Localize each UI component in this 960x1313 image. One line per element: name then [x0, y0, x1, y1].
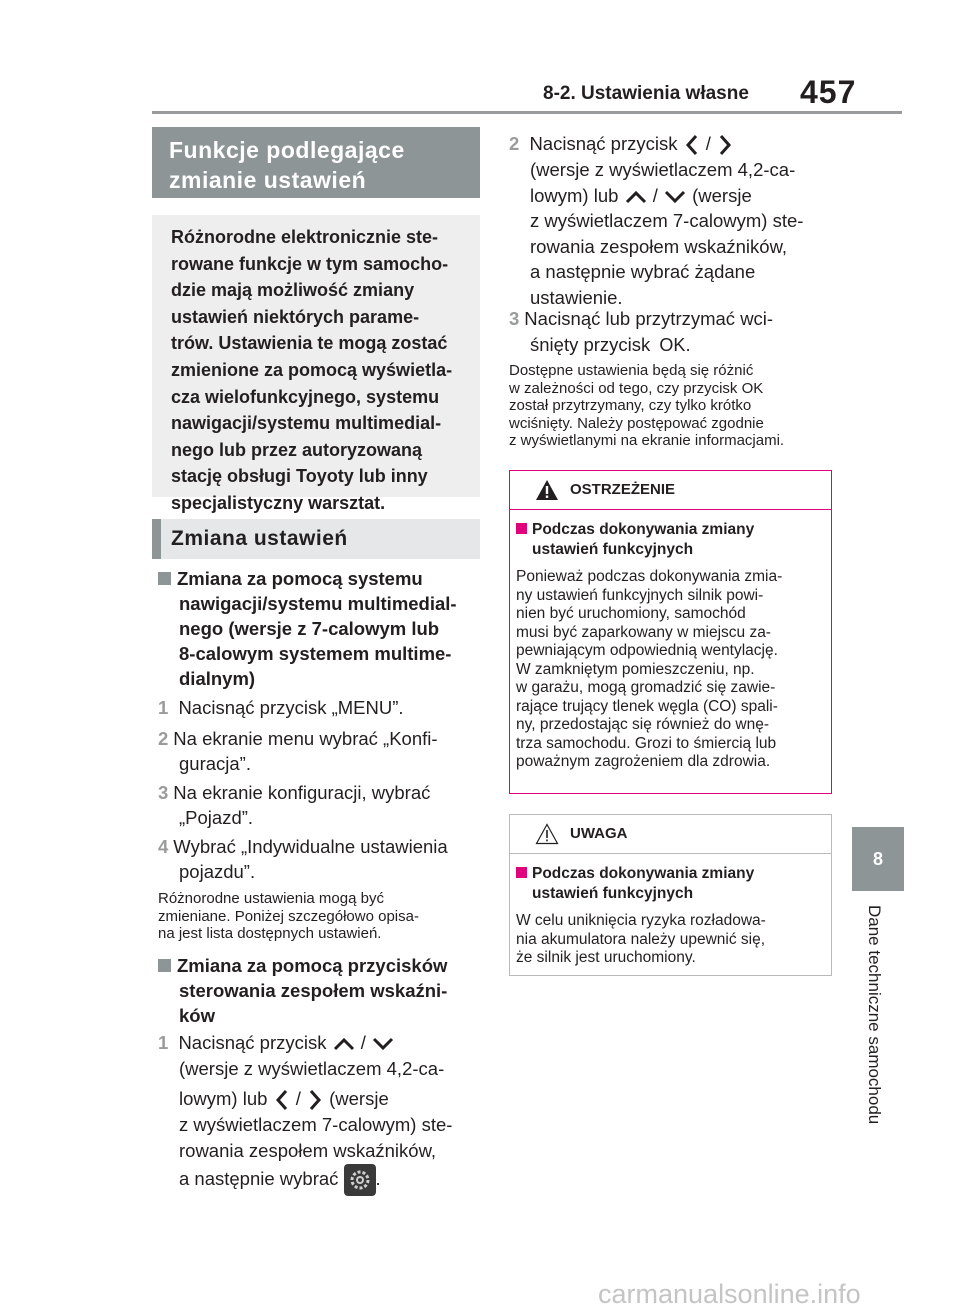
step-text: lowym) lub	[530, 184, 619, 206]
note-line: został przytrzymany, czy tylko krótko	[509, 397, 752, 414]
note-right	[509, 362, 839, 450]
bullet-line: dialnym)	[179, 668, 256, 689]
subsection-title: Zmiana ustawień	[152, 519, 480, 559]
warning-title: OSTRZEŻENIE	[570, 481, 676, 498]
chevron-up-icon	[624, 189, 648, 205]
step-text: śnięty przycisk	[530, 333, 651, 355]
bullet-line: ków	[179, 1005, 215, 1026]
text-line: poważnym zagrożeniem dla zdrowia.	[516, 753, 771, 770]
step-text: (wersje z wyświetlaczem 4,2-ca-	[179, 1058, 445, 1079]
square-bullet-icon	[158, 959, 171, 972]
bullet-line: Zmiana za pomocą przycisków	[177, 955, 448, 976]
chapter-label-text: Dane techniczne samochodu	[865, 905, 884, 1125]
step-r2	[509, 131, 839, 310]
warning-box	[509, 470, 832, 794]
step-number: 1	[158, 1032, 169, 1053]
notice-header	[510, 815, 831, 854]
note-line: Dostępne ustawienia będą się różnić	[509, 362, 754, 379]
page-number: 457	[800, 74, 857, 110]
step-number: 1	[158, 697, 169, 718]
bullet-line: 8-calowym systemem multime-	[179, 643, 452, 664]
intro-line: specjalistyczny warsztat.	[171, 492, 386, 513]
chevron-left-icon	[273, 1088, 291, 1112]
step-text: rowania zespołem wskaźników,	[179, 1140, 437, 1162]
note-line: zmieniane. Poniżej szczegółowo opisa-	[158, 907, 419, 925]
intro-line: Różnorodne elektronicznie ste-	[171, 227, 439, 247]
chevron-right-icon	[716, 133, 734, 157]
bullet-line: nego (wersje z 7-calowym lub	[179, 618, 440, 639]
intro-line: nawigacji/systemu multimedial-	[171, 413, 442, 434]
step-text: ustawienie.	[530, 286, 623, 308]
notice-subheading	[516, 864, 825, 904]
watermark: carmanualsonline.info	[598, 1279, 861, 1309]
subheading-line: Podczas dokonywania zmiany	[532, 865, 755, 882]
chapter-tab[interactable]: 8	[852, 827, 904, 891]
warning-subheading	[516, 520, 825, 560]
chevron-down-icon	[663, 189, 687, 205]
header-rule-left	[152, 111, 531, 114]
text-line: musi być zaparkowany w miejscu za-	[516, 623, 771, 641]
square-bullet-icon	[516, 867, 527, 878]
intro-box	[152, 215, 480, 513]
notice-body	[510, 854, 831, 968]
note-line: w zależności od tego, czy przycisk	[509, 379, 738, 397]
step-number: 3	[158, 782, 169, 803]
step-text: Nacisnąć przycisk „MENU”.	[178, 697, 404, 718]
step-text: z wyświetlaczem 7-calowym) ste-	[530, 210, 804, 232]
step-1	[158, 695, 480, 720]
gear-settings-icon	[344, 1164, 376, 1196]
step-number: 3	[509, 308, 520, 329]
text-line: rające trujący tlenek węgla (CO) spali-	[516, 697, 778, 715]
chevron-left-icon	[683, 133, 701, 157]
note-line: na jest lista dostępnych ustawień.	[158, 925, 382, 942]
step-number: 2	[509, 133, 520, 154]
step-text: Na ekranie menu wybrać „Konfi-	[173, 728, 438, 749]
subheading-line: ustawień funkcyjnych	[532, 541, 694, 558]
intro-line: ustawień niektórych parame-	[171, 306, 420, 327]
bullet-line: sterowania zespołem wskaźni-	[179, 980, 448, 1001]
text-line: ny ustawień funkcyjnych silnik powi-	[516, 586, 764, 604]
step-text: pojazdu”.	[179, 861, 256, 882]
square-bullet-icon	[516, 523, 527, 534]
text-line: nia akumulatora należy upewnić się,	[516, 930, 765, 948]
warning-body	[510, 510, 831, 772]
bullet-line: Zmiana za pomocą systemu	[177, 568, 423, 589]
step-3	[158, 780, 480, 830]
chevron-down-icon	[371, 1036, 395, 1052]
subheading-line: Podczas dokonywania zmiany	[532, 521, 755, 538]
text-line: ny, przedostając się również do wnę-	[516, 716, 770, 733]
note-line: wciśnięty. Należy postępować zgodnie	[509, 414, 764, 432]
section-title-line: Funkcje podlegające	[169, 137, 405, 163]
bullet-heading-2	[158, 953, 480, 1028]
chevron-right-icon	[306, 1088, 324, 1112]
intro-line: dzie mają możliwość zmiany	[171, 280, 415, 301]
step-text: (wersje z wyświetlaczem 4,2-ca-	[530, 159, 796, 181]
step-number: 2	[158, 728, 169, 749]
notice-text	[516, 912, 825, 968]
step-text: Nacisnąć przycisk	[529, 133, 678, 154]
step-text: lowym) lub	[179, 1088, 268, 1109]
warning-header	[510, 471, 831, 510]
warning-text	[516, 568, 825, 772]
section-title-line: zmianie ustawień	[169, 167, 367, 193]
header-rule	[531, 111, 902, 114]
step-text: (wersje	[692, 184, 752, 206]
ok-button-icon: OK	[741, 379, 764, 397]
step-text: a następnie wybrać	[179, 1168, 339, 1189]
step-text: Na ekranie konfiguracji, wybrać	[173, 782, 431, 803]
intro-line: trów. Ustawienia te mogą zostać	[171, 333, 448, 354]
step-number: 4	[158, 836, 169, 857]
intro-line: nego lub przez autoryzowaną	[171, 439, 423, 460]
step-text: z wyświetlaczem 7-calowym) ste-	[179, 1114, 453, 1136]
step-4	[158, 834, 480, 884]
running-header: 8-2. Ustawienia własne	[543, 83, 749, 104]
step-text: „Pojazd”.	[179, 807, 254, 828]
step-b1	[158, 1030, 480, 1196]
square-bullet-icon	[158, 572, 171, 585]
bullet-heading-1	[158, 566, 480, 691]
intro-line: stację obsługi Toyoty lub inny	[171, 466, 428, 487]
text-line: pewniającym odpowiednią wentylację.	[516, 642, 778, 659]
chapter-label	[864, 905, 894, 1165]
step-text: guracja”.	[179, 753, 251, 774]
step-text: rowania zespołem wskaźników,	[530, 235, 788, 257]
chevron-up-icon	[332, 1036, 356, 1052]
text-line: nien być uruchomiony, samochód	[516, 605, 746, 622]
intro-line: rowane funkcje w tym samocho-	[171, 253, 449, 274]
slash: /	[360, 1032, 366, 1053]
text-line: W zamkniętym pomieszczeniu, np.	[516, 660, 755, 678]
step-text: a następnie wybrać żądane	[530, 261, 756, 283]
warning-triangle-icon	[535, 479, 559, 501]
note-line: z wyświetlanymi na ekranie informacjami.	[509, 432, 785, 449]
step-text: Nacisnąć lub przytrzymać wci-	[524, 308, 774, 329]
text-line: w garażu, mogą gromadzić się zawie-	[516, 679, 776, 696]
section-title-box	[152, 127, 480, 198]
period: .	[375, 1168, 381, 1189]
text-line: że silnik jest uruchomiony.	[516, 949, 696, 966]
step-2	[158, 726, 480, 776]
notice-title: UWAGA	[570, 825, 628, 842]
intro-line: cza wielofunkcyjnego, systemu	[171, 386, 440, 407]
slash: /	[705, 133, 711, 154]
text-line: trza samochodu. Grozi to śmiercią lub	[516, 734, 777, 752]
step-text: (wersje	[329, 1088, 389, 1109]
note-line: Różnorodne ustawienia mogą być	[158, 890, 384, 907]
slash: /	[295, 1088, 301, 1109]
bullet-line: nawigacji/systemu multimedial-	[179, 593, 457, 614]
step-r3	[509, 306, 839, 358]
text-line: Ponieważ podczas dokonywania zmia-	[516, 568, 783, 585]
step-text: Nacisnąć przycisk	[178, 1032, 327, 1053]
slash: /	[652, 184, 658, 206]
step-text: Wybrać „Indywidualne ustawienia	[173, 836, 448, 857]
subheading-line: ustawień funkcyjnych	[532, 885, 694, 902]
caution-triangle-icon	[535, 823, 559, 845]
ok-button-icon: OK	[659, 334, 686, 355]
note-1	[158, 890, 480, 943]
intro-line: zmienione za pomocą wyświetla-	[171, 359, 453, 380]
period: .	[685, 333, 691, 355]
notice-box	[509, 814, 832, 976]
text-line: W celu uniknięcia ryzyka rozładowa-	[516, 912, 766, 929]
